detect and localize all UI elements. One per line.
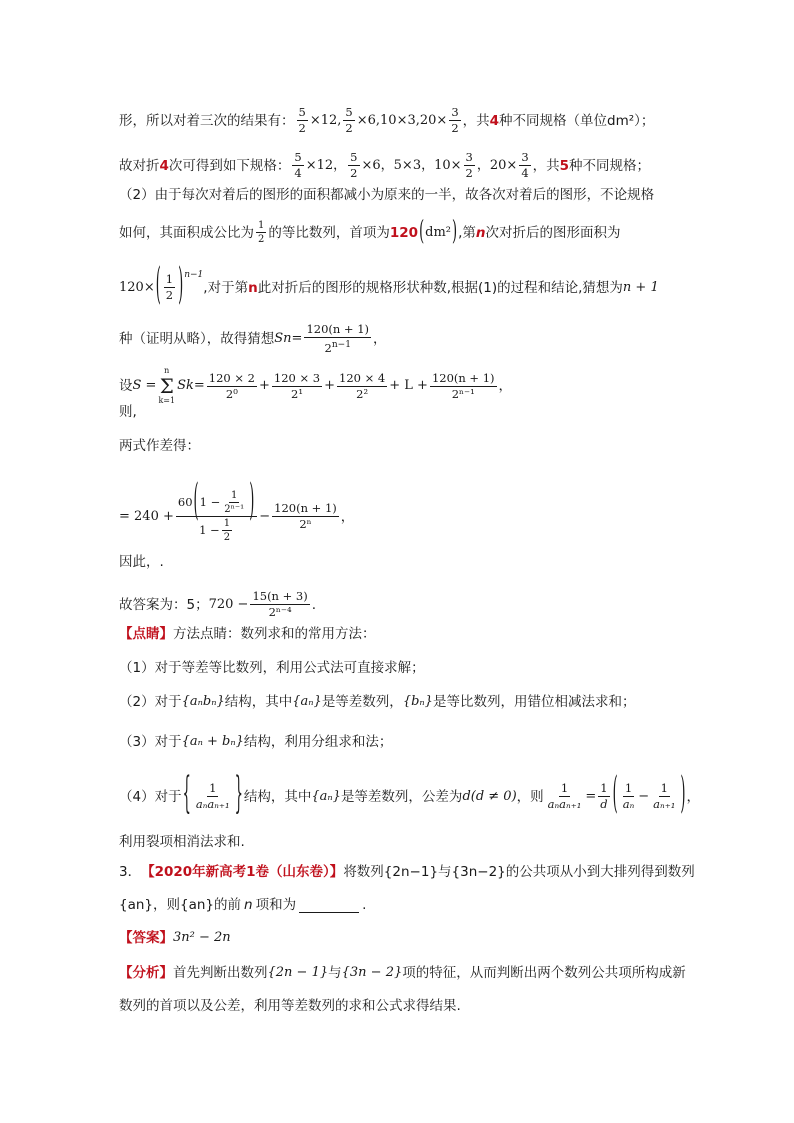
text: （3）对于 xyxy=(119,734,182,750)
text: 次可得到如下规格： xyxy=(168,157,291,174)
text: ，则 xyxy=(516,788,544,805)
text: 次对折后的图形面积为 xyxy=(485,224,621,241)
text-line-22 xyxy=(119,963,686,983)
text: 种（证明从略），故得猜想 xyxy=(119,330,275,347)
fraction: $\frac{1}{2}$ xyxy=(165,272,174,302)
summation-symbol: n Σ k=1 xyxy=(158,366,176,405)
fraction: $\frac{120(n + 1)}{2^{n-1}}$ xyxy=(306,322,370,355)
fraction: $\frac{5}{2}$ xyxy=(298,105,306,135)
fraction: $\frac{1}{\text{aₙaₙ₊₁}}$ xyxy=(195,781,230,811)
text: 两式作差得： xyxy=(119,438,200,454)
math-text: + xyxy=(324,378,336,393)
highlight-number: 120 xyxy=(389,224,419,241)
question-source: 【2020年新高考1卷（山东卷）】 xyxy=(141,864,344,880)
math-text: ×12, xyxy=(309,112,342,128)
text-line-5: 120× ( $\frac{1}{2}$ ) n−1 ,对于第 n 此对折后的图形的规格形状种数,根据(1)的过程和结论,猜想为 n + 1 xyxy=(119,261,659,311)
text: 是等差数列， xyxy=(321,694,403,710)
fraction: $\frac{15(n + 3)}{\text{2ⁿ⁻⁴}}$ xyxy=(252,589,308,619)
text: （1）对于等差等比数列，利用公式法可直接求解； xyxy=(119,660,425,676)
text-line-8 xyxy=(119,402,137,422)
math-text: + xyxy=(259,378,270,393)
text: 的等比数列，首项为 xyxy=(268,224,390,241)
text: 设 xyxy=(119,378,133,394)
math-text: = xyxy=(291,330,303,346)
math-text: + L + xyxy=(389,378,428,393)
fraction: $\frac{120(n + 1)}{\text{2ⁿ⁻¹}}$ xyxy=(431,370,495,401)
text: ， xyxy=(686,788,700,805)
text: （2）由于每次对着后的图形的面积都减小为原来的一半，故各次对着后的图形，不论规格 xyxy=(119,187,655,203)
text-line-18 xyxy=(119,832,245,852)
fraction: $\frac{5}{2}$ xyxy=(350,150,358,180)
fraction: $\frac{1}{2}$ xyxy=(258,220,265,245)
text: 结构，其中 xyxy=(224,694,293,710)
text-line-2 xyxy=(119,151,650,180)
math-text: = xyxy=(193,378,205,393)
math-text: S xyxy=(274,330,284,346)
text: 结构，利用分组求和法； xyxy=(243,734,393,750)
text-line-14 xyxy=(119,658,425,678)
highlight-number: 5 xyxy=(559,157,570,174)
text: ， xyxy=(340,508,355,525)
fraction: $\frac{1}{\text{aₙ₊₁}}$ xyxy=(653,781,676,811)
text: ,对于第 xyxy=(203,279,249,296)
answer-blank xyxy=(299,898,359,913)
math-text: S = xyxy=(132,378,157,393)
subscript: k xyxy=(185,378,194,393)
fraction: $\frac{5}{4}$ xyxy=(294,150,302,180)
math-text: = xyxy=(585,788,597,804)
math-text: ×6,10×3,20× xyxy=(356,112,448,128)
math-text: {aₙ + bₙ} xyxy=(181,734,244,749)
text: 与 xyxy=(328,965,342,981)
math-text: n + 1 xyxy=(622,279,659,295)
text: 此对折后的图形的规格形状种数,根据(1)的过程和结论,猜想为 xyxy=(257,279,623,296)
text-line-20 xyxy=(119,895,366,915)
text-line-23 xyxy=(119,996,461,1016)
exponent: n−1 xyxy=(184,270,204,280)
math-text: − xyxy=(259,508,271,524)
text: 利用裂项相消法求和. xyxy=(119,834,245,850)
highlight-number: 4 xyxy=(489,112,500,129)
text: 形，所以对着三次的结果有： xyxy=(119,112,295,129)
math-text: {bₙ} xyxy=(402,694,433,709)
answer-value: 3n² − 2n xyxy=(173,930,231,945)
section-label: 【答案】 xyxy=(119,930,173,946)
math-text: S xyxy=(177,378,186,393)
text: （4）对于 xyxy=(119,788,182,805)
math-text: ×6，5×3，10× xyxy=(361,157,462,173)
text: 故答案为：5； xyxy=(119,596,209,613)
variable: n xyxy=(248,279,258,296)
unit: dm² xyxy=(425,224,452,240)
complex-fraction: 60 ( 1 − $\frac{1}{\text{2ⁿ⁻¹}}$ ) 1 − $\frac{1}{2}$ xyxy=(176,490,257,543)
section-label: 【点睛】 xyxy=(119,626,173,642)
fraction: $\frac{3}{2}$ xyxy=(465,150,473,180)
text-line-13 xyxy=(119,624,376,644)
text-line-12 xyxy=(119,590,316,619)
math-text: − xyxy=(638,788,650,804)
text: 如何，其面积成公比为 xyxy=(119,224,254,241)
subscript: n xyxy=(283,330,292,346)
fraction: $\frac{120 \times 4}{\text{2²}}$ xyxy=(339,370,386,401)
text-line-1 xyxy=(119,106,654,135)
math-text: 120× xyxy=(119,279,155,295)
variable: n xyxy=(244,897,253,913)
fraction: $\frac{1}{d}$ xyxy=(600,781,608,811)
text-line-19 xyxy=(119,862,695,882)
text: 是等比数列，用错位相减法求和； xyxy=(432,694,636,710)
text-line-3 xyxy=(119,185,654,205)
text: 数列的首项以及公差，利用等差数列的求和公式求得结果. xyxy=(119,998,461,1014)
text: 首先判断出数列 xyxy=(173,965,268,981)
text-line-7 xyxy=(119,366,512,406)
text-line-9 xyxy=(119,436,200,456)
text: 是等差数列，公差为 xyxy=(340,788,463,805)
text: 种不同规格； xyxy=(569,157,651,174)
math-text: {aₙ} xyxy=(292,694,322,709)
text: . xyxy=(311,596,317,613)
text: 故对折 xyxy=(119,157,160,174)
fraction: $\frac{120 \times 3}{\text{2¹}}$ xyxy=(273,370,321,401)
text-line-15 xyxy=(119,692,635,712)
math-text: ，20× xyxy=(476,157,518,173)
text: {an}，则{an}的前 xyxy=(119,897,242,913)
math-text: d(d ≠ 0) xyxy=(462,788,517,804)
math-text: {2n − 1} xyxy=(267,965,329,980)
text-line-16 xyxy=(119,732,392,752)
text-line-11 xyxy=(119,552,164,572)
text: ， xyxy=(498,378,513,394)
text-line-6 xyxy=(119,323,387,355)
text: 因此，. xyxy=(119,554,164,570)
math-text: = 240 + xyxy=(119,508,174,524)
question-number: 3． xyxy=(119,864,142,880)
text: 种不同规格（单位dm²）； xyxy=(499,112,655,129)
text: （2）对于 xyxy=(119,694,182,710)
text: . xyxy=(362,897,367,913)
text: 将数列{2n−1}与{3n−2}的公共项从小到大排列得到数列 xyxy=(343,864,695,880)
fraction: $\frac{120 \times 2}{\text{2⁰}}$ xyxy=(208,370,255,401)
text: 结构，其中 xyxy=(243,788,312,805)
fraction: $\frac{120(n + 1)}{\text{2ⁿ}}$ xyxy=(274,501,337,531)
text: 则, xyxy=(119,404,137,420)
fraction: $\frac{1}{\text{aₙaₙ₊₁}}$ xyxy=(547,781,582,811)
text: ,第 xyxy=(458,224,476,241)
text: ， xyxy=(373,330,387,347)
section-label: 【分析】 xyxy=(119,965,173,981)
math-text: ×12， xyxy=(305,157,347,173)
math-text: {aₙ} xyxy=(311,788,341,804)
highlight-number: 4 xyxy=(159,157,169,174)
text: 项的特征，从而判断出两个数列公共项所构成新 xyxy=(402,965,686,981)
text: 方法点睛：数列求和的常用方法： xyxy=(173,626,376,642)
math-text: 720 − xyxy=(208,596,249,612)
math-text: {aₙbₙ} xyxy=(181,694,225,709)
text-line-21 xyxy=(119,928,231,948)
text: 项和为 xyxy=(255,897,297,913)
variable: n xyxy=(475,224,486,241)
fraction: $\frac{3}{4}$ xyxy=(521,150,529,180)
text: ，共 xyxy=(532,157,560,174)
fraction: $\frac{5}{2}$ xyxy=(345,105,353,135)
text-line-4: 如何，其面积成公比为 $\frac{1}{2}$ 的等比数列，首项为 120 ( dm² ) ,第 n 次对折后的图形面积为 xyxy=(119,215,621,248)
text-line-17: （4）对于 { $\frac{1}{\text{aₙaₙ₊₁}}$ } 结构，其中 {aₙ} 是等差数列，公差为 d(d ≠ 0) ，则 $\frac{1}{\text{aₙaₙ₊₁}}$ = $\frac{1}{d}$ ( $\frac{1}{\text{aₙ}}$ − $\frac{1}{\text{aₙ₊₁}}$ ) ， xyxy=(119,770,700,820)
text: ，共 xyxy=(462,112,490,129)
fraction: $\frac{1}{\text{aₙ}}$ xyxy=(622,781,635,811)
text-line-10 xyxy=(119,477,355,543)
math-text: {3n − 2} xyxy=(341,965,403,980)
fraction: $\frac{3}{2}$ xyxy=(451,105,459,135)
